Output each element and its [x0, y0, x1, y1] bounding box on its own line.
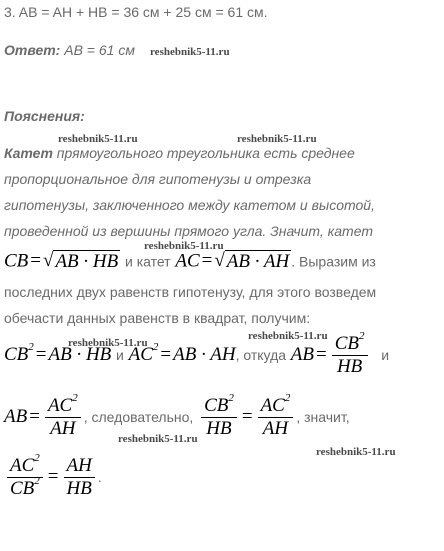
formula-line-10: $\frac{AC^2}{CB^2}$ = $\frac{AH}{HB}$ . [4, 456, 102, 499]
paragraph-line-3: гипотенузы, заключенного между катетом и высотой, [4, 197, 375, 213]
fraction-ac2-cb2: $\frac{AC^2}{CB^2}$ [7, 456, 43, 499]
paragraph-line-7: обечасти данных равенств в квадрат, получим: [4, 310, 311, 326]
paragraph-line-6: последних двух равенств гипотенузу, для этого возведем [4, 284, 377, 300]
formula-line-5: CB = √ AB · HB и катет AC = √ AB · AH . Выразим из [4, 250, 376, 272]
fraction-ac2-ah: $\frac{AC^2}{AH}$ [258, 396, 294, 439]
paragraph-line-2: пропорциональное для гипотенузы и отрезка [4, 171, 312, 187]
explanation-heading: Пояснения: [4, 108, 85, 124]
paragraph-line-1: Катет прямоугольного треугольника есть среднее [4, 145, 355, 161]
formula-line-9: AB = $\frac{AC^2}{AH}$ , следовательно, $\frac{CB^2}{HB}$ = $\frac{AC^2}{AH}$ , значит, [4, 391, 350, 439]
watermark: reshebnik5-11.ru [150, 46, 230, 58]
formula-line-8: $CB^2$ = AB · HB и $AC^2$ = AB · AH, откуда AB = $\frac{CB^2}{HB}$ и [4, 329, 390, 377]
watermark: reshebnik5-11.ru [144, 240, 224, 252]
sqrt-symbol: √ AB · HB [43, 250, 119, 272]
watermark: reshebnik5-11.ru [58, 133, 138, 145]
step-3-text: 3. AB = AH + HB = 36 см + 25 см = 61 см. [4, 4, 268, 20]
answer-label: Ответ: [4, 42, 61, 58]
fraction-cb2-hb: $\frac{CB^2}{HB}$ [332, 334, 368, 377]
answer-line [4, 42, 135, 58]
fraction-ac2-ah: $\frac{AC^2}{AH}$ [45, 396, 81, 439]
watermark: reshebnik5-11.ru [248, 330, 328, 342]
watermark: reshebnik5-11.ru [118, 433, 198, 445]
sqrt-symbol: √ AB · AH [214, 250, 290, 272]
watermark: reshebnik5-11.ru [237, 133, 317, 145]
watermark: reshebnik5-11.ru [316, 446, 396, 458]
paragraph-line-4: проведенной из вершины прямого угла. Значит, катет [4, 223, 373, 239]
fraction-cb2-hb: $\frac{CB^2}{HB}$ [201, 396, 237, 439]
fraction-ah-hb: $\frac{AH}{HB}$ [64, 456, 95, 499]
term-leg: Катет [4, 145, 53, 161]
answer-value: AB = 61 см [64, 42, 135, 58]
watermark: reshebnik5-11.ru [68, 337, 148, 349]
